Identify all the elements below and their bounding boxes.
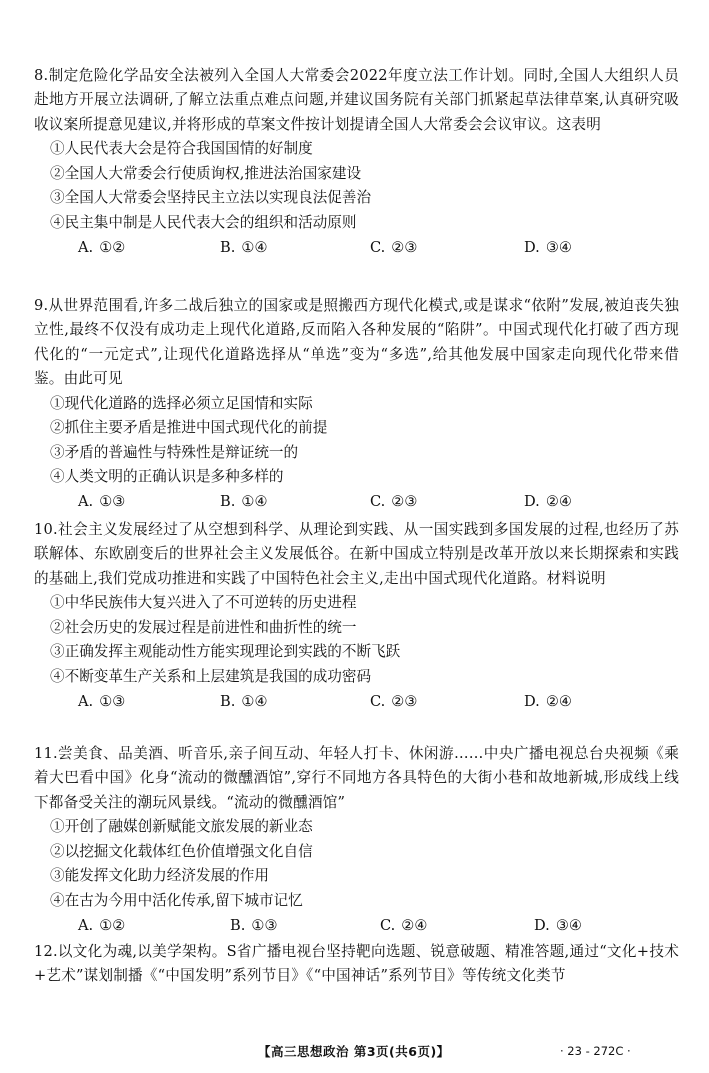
choice-a: A. ①② — [78, 238, 126, 256]
option-line: ①开创了融媒创新赋能文旅发展的新业态 — [50, 818, 313, 836]
choice-c: C. ②③ — [370, 692, 418, 710]
choice-a: A. ①③ — [78, 692, 126, 710]
answer-choices — [34, 490, 679, 514]
option-line: ④民主集中制是人民代表大会的组织和活动原则 — [50, 214, 357, 231]
choice-c: C. ②③ — [370, 493, 418, 510]
answer-choices — [34, 690, 679, 714]
footer-code: · 23 - 272C · — [560, 1044, 631, 1058]
question-8 — [34, 64, 679, 260]
choice-a: A. ①② — [78, 916, 126, 934]
choice-a: A. ①③ — [78, 493, 126, 510]
option-line: ①人民代表大会是符合我国国情的好制度 — [50, 140, 313, 158]
question-11 — [34, 742, 679, 938]
footer-page-info: 【高三思想政治 第3页(共6页)】 — [258, 1044, 450, 1059]
choice-c: C. ②④ — [380, 916, 428, 934]
question-stem: 10.社会主义发展经过了从空想到科学、从理论到实践、从一国实践到多国发展的过程,也经历了苏联解体、东欧剧变后的世界社会主义发展低谷。在新中国成立特别是改革开放以来长期探索和实践的基础上,我们党成功推进和实践了中国特色社会主义,走出中国式现代化道路。材料说明 — [34, 521, 679, 587]
question-stem: 12.以文化为魂,以美学架构。S省广播电视台坚持靶向选题、锐意破题、精准答题,通过“文化+技术+艺术”谋划制播《“中国发明”系列节目》《“中国神话”系列节目》等传统文化类节 — [34, 943, 679, 985]
question-stem: 9.从世界范围看,许多二战后独立的国家或是照搬西方现代化模式,或是谋求“依附”发展,被迫丧失独立性,最终不仅没有成功走上现代化道路,反而陷入各种发展的“陷阱”。中国式现代化打破了西方现代化的“一元定式”,让现代化道路选择从“单选”变为“多选”,给其他发展中国家走向现代化带来借鉴。由此可见 — [34, 297, 679, 388]
choice-b: B. ①④ — [220, 238, 268, 256]
option-line: ④在古为今用中活化传承,留下城市记忆 — [50, 892, 303, 909]
choice-d: D. ③④ — [534, 916, 582, 934]
answer-choices — [34, 236, 679, 260]
choice-d: D. ②④ — [524, 692, 572, 710]
question-12 — [34, 940, 679, 989]
choice-b: B. ①④ — [220, 692, 268, 710]
question-stem: 8.制定危险化学品安全法被列入全国人大常委会2022年度立法工作计划。同时,全国人大组织人员赴地方开展立法调研,了解立法重点难点问题,并建议国务院有关部门抓紧起草法律草案,认真研究吸收议案所提意见建议,并将形成的草案文件按计划提请全国人大常委会会议审议。这表明 — [34, 67, 679, 133]
option-line: ③矛盾的普遍性与特殊性是辩证统一的 — [50, 443, 299, 461]
option-line: ④不断变革生产关系和上层建筑是我国的成功密码 — [50, 668, 372, 685]
option-line: ④人类文明的正确认识是多种多样的 — [50, 468, 284, 486]
question-9 — [34, 294, 679, 514]
option-line: ③正确发挥主观能动性方能实现理论到实践的不断飞跃 — [50, 643, 401, 661]
option-line: ③能发挥文化助力经济发展的作用 — [50, 867, 269, 885]
choice-b: B. ①③ — [230, 916, 278, 934]
option-line: ②社会历史的发展过程是前进性和曲折性的统一 — [50, 618, 357, 636]
option-line: ①中华民族伟大复兴进入了不可逆转的历史进程 — [50, 594, 357, 612]
option-line: ③全国人大常委会坚持民主立法以实现良法促善治 — [50, 189, 372, 207]
option-line: ②以挖掘文化载体红色价值增强文化自信 — [50, 842, 313, 860]
option-line: ①现代化道路的选择必须立足国情和实际 — [50, 394, 313, 412]
choice-d: D. ②④ — [524, 493, 572, 510]
choice-c: C. ②③ — [370, 238, 418, 256]
question-stem: 11.尝美食、品美酒、听音乐,亲子间互动、年轻人打卡、休闲游……中央广播电视总台央视频《乘着大巴看中国》化身“流动的微醺酒馆”,穿行不同地方各具特色的大街小巷和故地新城,形成线上线下都备受关注的潮玩风景线。“流动的微醺酒馆” — [34, 745, 679, 811]
option-line: ②全国人大常委会行使质询权,推进法治国家建设 — [50, 164, 362, 182]
answer-choices — [34, 914, 679, 938]
option-line: ②抓住主要矛盾是推进中国式现代化的前提 — [50, 419, 328, 437]
page-footer — [0, 1040, 709, 1064]
choice-d: D. ③④ — [524, 238, 572, 256]
question-10 — [34, 518, 679, 714]
choice-b: B. ①④ — [220, 493, 268, 510]
